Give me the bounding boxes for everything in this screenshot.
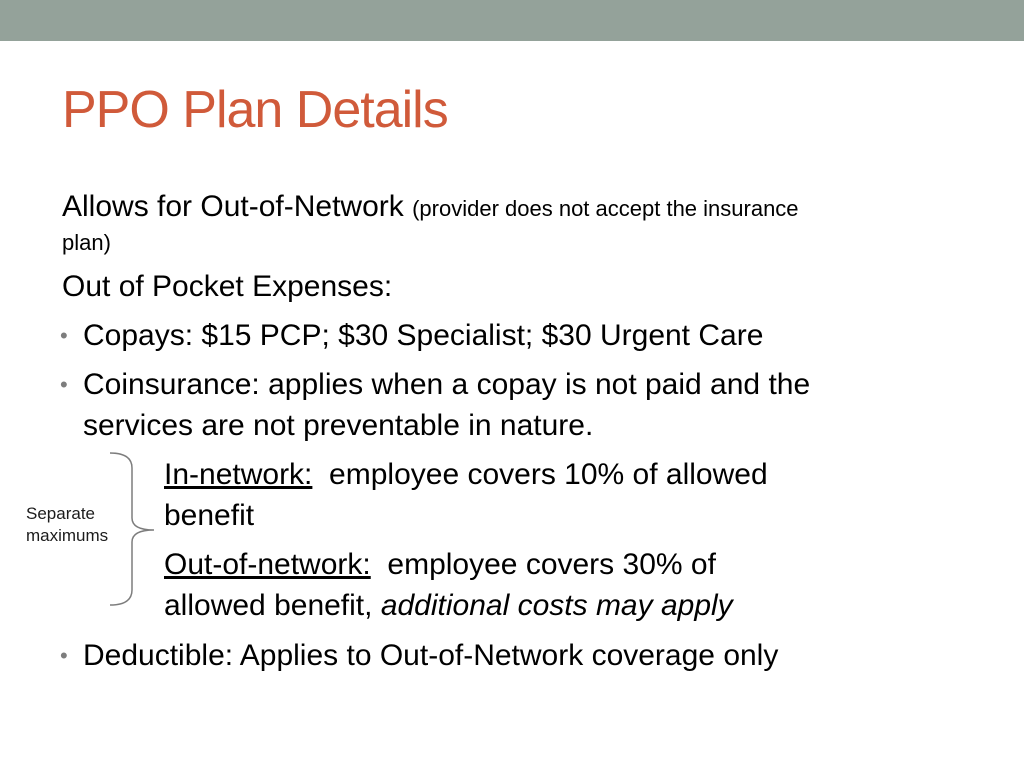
separate-maximums-label	[26, 503, 108, 547]
in-network-item	[164, 458, 768, 492]
oop-heading: Out of Pocket Expenses:	[62, 270, 393, 303]
out-network-text: employee covers 30% of	[370, 548, 716, 581]
allows-note-text: (provider does not accept the insurance	[412, 196, 799, 221]
curly-brace-icon	[108, 450, 158, 608]
copays-bullet: Copays: $15 PCP; $30 Specialist; $30 Urgent Care	[83, 319, 764, 352]
allows-note-continuation: plan)	[62, 230, 111, 255]
out-network-plain-text: allowed benefit,	[164, 589, 381, 622]
in-network-continuation: benefit	[164, 499, 255, 532]
slide-title: PPO Plan Details	[62, 81, 448, 139]
out-network-item	[164, 548, 716, 582]
in-network-label: In-network:	[164, 458, 313, 491]
deductible-bullet: Deductible: Applies to Out-of-Network coverage only	[83, 639, 779, 672]
bullet-marker: •	[60, 323, 68, 348]
out-network-continuation	[164, 589, 733, 623]
allows-main-text: Allows for Out-of-Network	[62, 190, 404, 223]
side-label-line: Separate	[26, 504, 95, 523]
allows-line	[62, 190, 799, 226]
coinsurance-bullet-continuation: services are not preventable in nature.	[83, 409, 594, 442]
coinsurance-bullet: Coinsurance: applies when a copay is not paid and the	[83, 368, 811, 401]
bullet-marker: •	[60, 372, 68, 397]
top-accent-bar	[0, 0, 1024, 41]
side-label-line: maximums	[26, 526, 109, 545]
out-network-label: Out-of-network:	[164, 548, 371, 581]
in-network-text: employee covers 10% of allowed	[312, 458, 768, 491]
bullet-marker: •	[60, 643, 68, 668]
out-network-italic-text: additional costs may apply	[380, 589, 733, 622]
